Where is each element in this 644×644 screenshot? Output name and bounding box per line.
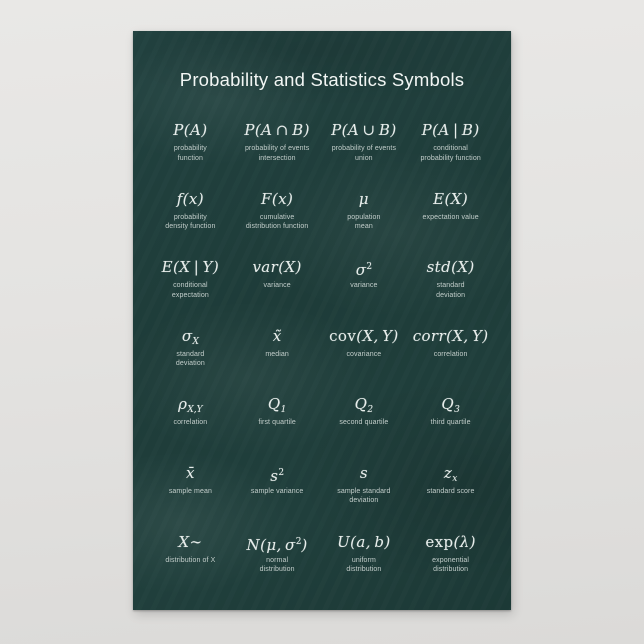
math-symbol: U(a, b) bbox=[337, 532, 391, 551]
math-symbol: $\sigma_X$ bbox=[181, 326, 199, 347]
symbol-description: conditional expectation bbox=[171, 282, 209, 299]
symbol-description: sample mean bbox=[168, 487, 212, 495]
math-symbol: std(X) bbox=[426, 258, 475, 277]
symbol-description: normal distribution bbox=[259, 556, 295, 574]
symbol-cell bbox=[234, 187, 321, 256]
symbol-cell bbox=[321, 324, 408, 393]
math-symbol: $\rho_{X,Y}$ bbox=[178, 395, 203, 416]
symbol-cell bbox=[321, 255, 408, 324]
symbol-description: exponential distribution bbox=[432, 556, 470, 574]
symbol-cell bbox=[147, 187, 234, 256]
math-symbol: corr(X, Y) bbox=[412, 326, 489, 345]
symbol-row bbox=[147, 461, 494, 530]
symbol-cell bbox=[147, 461, 234, 530]
symbol-row bbox=[147, 118, 494, 187]
math-symbol: var(X) bbox=[252, 258, 302, 277]
symbol-cell bbox=[407, 118, 494, 187]
symbol-cell bbox=[321, 118, 408, 187]
symbol-description: cumulative distribution function bbox=[245, 213, 309, 231]
symbol-description: uniform distribution bbox=[346, 556, 382, 574]
math-symbol: N(μ, $\sigma^2$) bbox=[246, 535, 308, 554]
math-symbol: exp(λ) bbox=[425, 532, 476, 551]
math-symbol: $Q_3$ bbox=[441, 395, 460, 416]
math-symbol: P(A ∩ B) bbox=[244, 121, 310, 139]
symbol-description: distribution of X bbox=[165, 556, 216, 564]
math-symbol: F(x) bbox=[261, 189, 294, 208]
symbol-description: conditional probability function bbox=[420, 145, 481, 162]
math-symbol: x̄ bbox=[185, 463, 195, 482]
math-symbol: E(X) bbox=[433, 189, 469, 208]
symbol-description: first quartile bbox=[258, 419, 296, 427]
symbol-description: sample variance bbox=[250, 487, 304, 495]
symbol-cell bbox=[147, 324, 234, 393]
symbol-cell bbox=[407, 530, 494, 599]
symbol-cell bbox=[234, 118, 321, 187]
symbol-cell bbox=[147, 530, 234, 599]
symbol-cell bbox=[321, 392, 408, 461]
symbol-cell bbox=[234, 324, 321, 393]
symbol-row bbox=[147, 530, 494, 599]
symbol-description: median bbox=[265, 350, 289, 358]
symbol-row bbox=[147, 187, 494, 256]
math-symbol: P(A) bbox=[173, 121, 208, 139]
symbol-cell bbox=[321, 530, 408, 599]
symbol-row bbox=[147, 324, 494, 393]
math-symbol: X∼ bbox=[178, 532, 203, 551]
symbol-row bbox=[147, 392, 494, 461]
symbol-description: covariance bbox=[346, 350, 382, 358]
math-symbol: $z_x$ bbox=[443, 463, 458, 484]
symbol-cell bbox=[407, 324, 494, 393]
symbol-description: probability of events intersection bbox=[244, 145, 310, 162]
symbol-description: second quartile bbox=[339, 419, 389, 427]
symbol-cell bbox=[407, 187, 494, 256]
symbol-description: expectation value bbox=[422, 213, 479, 221]
math-symbol: $Q_1$ bbox=[267, 395, 287, 416]
math-symbol: E(X | Y) bbox=[161, 258, 220, 277]
math-symbol: s bbox=[359, 463, 368, 482]
symbol-description: correlation bbox=[173, 419, 208, 427]
math-symbol: μ bbox=[358, 189, 369, 208]
symbol-cell bbox=[407, 461, 494, 530]
symbol-cell bbox=[147, 118, 234, 187]
math-symbol: cov(X, Y) bbox=[329, 326, 399, 345]
symbol-cell bbox=[407, 392, 494, 461]
chalkboard-poster bbox=[133, 31, 511, 610]
symbol-cell bbox=[321, 461, 408, 530]
symbol-cell bbox=[234, 461, 321, 530]
symbol-description: variance bbox=[350, 282, 378, 290]
symbol-cell bbox=[234, 530, 321, 599]
math-symbol: $\sigma^2$ bbox=[355, 261, 373, 280]
symbol-description: population mean bbox=[347, 213, 381, 231]
poster-title: Probability and Statistics Symbols bbox=[179, 69, 465, 90]
symbol-cell bbox=[321, 187, 408, 256]
math-symbol: f(x) bbox=[176, 189, 205, 208]
symbol-cell bbox=[234, 392, 321, 461]
symbol-cell bbox=[407, 255, 494, 324]
symbol-description: variance bbox=[263, 282, 291, 290]
math-symbol: $s^2$ bbox=[270, 466, 285, 485]
math-symbol: P(A | B) bbox=[421, 121, 480, 139]
symbol-description: standard deviation bbox=[175, 350, 205, 368]
symbol-grid bbox=[133, 118, 511, 598]
math-symbol: P(A ∪ B) bbox=[331, 121, 397, 139]
symbol-description: standard deviation bbox=[436, 282, 466, 299]
symbol-cell bbox=[147, 255, 234, 324]
symbol-description: standard score bbox=[426, 487, 475, 495]
math-symbol: x̃ bbox=[272, 326, 282, 345]
symbol-row bbox=[147, 255, 494, 324]
symbol-description: probability function bbox=[173, 145, 207, 162]
symbol-cell bbox=[234, 255, 321, 324]
symbol-cell bbox=[147, 392, 234, 461]
math-symbol: $Q_2$ bbox=[354, 395, 374, 416]
symbol-description: third quartile bbox=[430, 419, 471, 427]
symbol-description: correlation bbox=[433, 350, 468, 358]
symbol-description: probability density function bbox=[165, 213, 216, 231]
symbol-description: sample standard deviation bbox=[337, 487, 391, 505]
symbol-description: probability of events union bbox=[331, 145, 397, 162]
